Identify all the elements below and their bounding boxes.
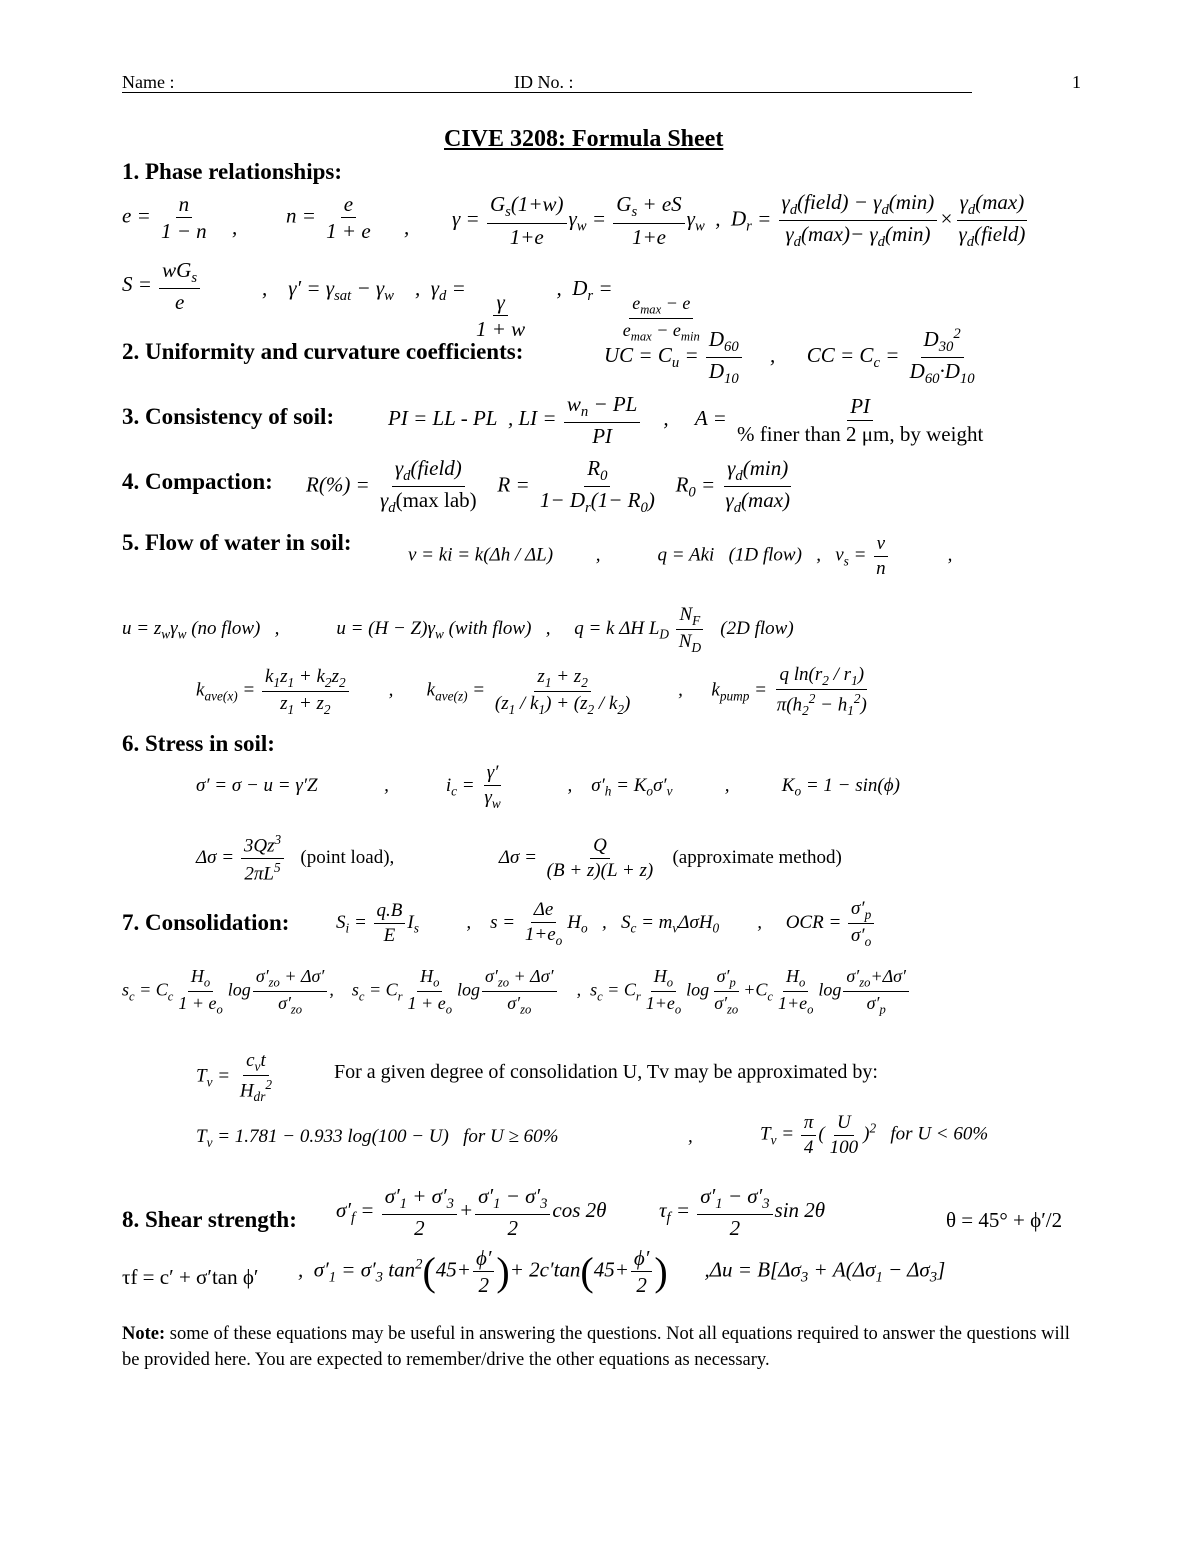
eq-darcy: v = ki = k(Δh / ΔL) , q = Aki (1D flow) , $v_s$ = $\frac{v}{n}$ , [408,533,953,579]
eq-void-ratio: e = $\frac{n}{1 - n}$ [122,192,207,244]
section-flow: 5. Flow of water in soil: [122,530,352,555]
eq-settlement: $S_i$ = $\frac{q.B}{E}$ $I_s$ , s = $\frac{\Delta e}{1+e_o}$ $H_o$ , $S_c = m_v\Delta\sigma H_0$ , OCR = $\frac{\sigma'_p}{\sigma'_o}$ [336,898,876,949]
eq-k-average: $k_{ave(x)}$ = $\frac{k_1z_1 + k_2z_2}{z_1 + z_2}$ , $k_{ave(z)}$ = $\frac{z_1 + z_2}{(z_1 / k_1) + (z_2 / k_2)}$ , $k_{pump}$ = $\frac{q \ln(r_2 / r_1)}{\pi(h_2^2 - h_1^2)}$ [196,664,867,719]
eq-relative-compaction: R(%) = $\frac{\gamma_d(field)}{\gamma_d(\max lab)}$ R = $\frac{R_0}{1- D_r(1- R_0)}$ $R_0$ = $\frac{\gamma_d(\min)}{\gamma_d(\max)}$ [306,456,791,517]
eq-plasticity: PI = LL - PL , LI = $\frac{w_n - PL}{PI}$ , A = $\frac{PI}{\text{\% finer than 2 μm, by weight}}$ [388,392,988,448]
note-label: Note: [122,1324,166,1344]
name-label: Name : [122,72,175,92]
section-consolidation: 7. Consolidation: [122,910,290,935]
point-load-label: (point load), [300,847,395,869]
eq-mohr-coulomb: τf = c′ + σ′tan ϕ′ [122,1265,259,1289]
eq-tv-approx-ge60: $T_v = 1.781 - 0.933$ log(100 − U) for U ≥ 60% [196,1126,559,1150]
eq-pore-pressure: $u = z_w\gamma_w$ (no flow) , $u = (H - Z)\gamma_w$ (with flow) , q = k ΔH $L_D$ $\frac{N_F}{N_D}$ (2D flow) [122,604,794,655]
eq-normal-stress-failure: $\sigma'_f$ = $\frac{\sigma'_1 + \sigma'_3}{2}$ + $\frac{\sigma'_1 - \sigma'_3}{2}$ cos 2θ $\tau_f$ = $\frac{\sigma'_1 - \sigma'_3}{2}$ sin 2θ [336,1184,826,1241]
eq-stress-increase: Δσ = $\frac{3Qz^3}{2\pi L^5}$ (point load), Δσ = $\frac{Q}{(B + z)(L + z)}$ (approximate method) [196,832,842,885]
note-body: some of these equations may be useful in answering the questions. Not all equations required to answer the questions will be provided here. You are expected to remember/drive the other equations as necessary. [122,1324,1070,1370]
note-paragraph [122,1321,1082,1373]
section-stress: 6. Stress in soil: [122,731,275,756]
section-compaction: 4. Compaction: [122,469,273,494]
approx-method-label: (approximate method) [672,847,842,869]
id-label: ID No. : [514,72,574,92]
eq-principal-stress: , $\sigma'_1 = \sigma'_3$ $\tan^2(45+$ $\frac{\phi'}{2}$ )+ 2c′tan(45+ $\frac{\phi'}{2}$ ) $,\Delta u = B[\Delta\sigma_3 + A(\Delta\sigma_1 - \Delta\sigma_3]$ [298,1246,946,1298]
flow-1d-label: (1D flow) [728,544,802,566]
eq-time-factor: $T_v$ = $\frac{c_vt}{H_{dr}^2}$ [196,1050,273,1105]
eq-saturation: S = $\frac{wG_s}{e}$ [122,258,202,314]
page-number: 1 [1072,72,1081,92]
section-consistency: 3. Consistency of soil: [122,404,335,429]
section-uniformity: 2. Uniformity and curvature coefficients: [122,339,524,364]
eq-uc-cc: UC = $C_u$ = $\frac{D_{60}}{D_{10}}$ , CC = $C_c$ = $\frac{D_{30}^2}{D_{60}\cdot D_{10}}$ [604,326,975,388]
section-phase-relationships: 1. Phase relationships: [122,159,343,184]
finer-than-label: % finer than 2 μm, by weight [737,421,984,446]
eq-tv-approx-lt60: $T_v$ = $\frac{\pi}{4}$ ( $\frac{U}{100}$ )$^2$ for U < 60% [760,1112,989,1158]
eq-consolidation-settlement: $s_c = C_c$ $\frac{H_o}{1 + e_o}$ log $\frac{\sigma'_{zo} + \Delta\sigma'}{\sigma'_{zo}}$ , $s_c = C_r$ $\frac{H_o}{1 + e_o}$ log $\frac{\sigma'_{zo} + \Delta\sigma'}{\sigma'_{zo}}$ , $s_c = C_r$ $\frac{H_o}{1+e_o}$ log $\frac{\sigma'_p}{\sigma'_{zo}}$ $+C_c$ $\frac{H_o}{1+e_o}$ log $\frac{\sigma'_{zo}+\Delta\sigma'}{\sigma'_p}$ [122,966,911,1017]
flow-2d-label: (2D flow) [720,617,794,639]
eq-effective-unit-weight: , $\gamma' = \gamma_{sat} - \gamma_w$ , $\gamma_d$ = $\frac{\gamma}{1 + w}$ , $D_r$ = $\frac{e_{max} - e}{e_{max} - e_{min}}$ [262,276,700,344]
page-title: CIVE 3208: Formula Sheet [444,126,724,152]
eq-effective-stress: σ′ = σ − u = γ′Z , $i_c$ = $\frac{\gamma'}{\gamma_w}$ , $\sigma'_h = K_o\sigma'_v$ , $K_o = 1 - \sin(\phi)$ [196,762,900,811]
tv-sentence: For a given degree of consolidation U, Tv may be approximated by: [334,1061,878,1083]
eq-unit-weight: γ = $\frac{G_s(1+w)}{1+e}$ $\gamma_w$ = $\frac{G_s + eS}{1+e}$ $\gamma_w$ , $D_r$ = $\frac{\gamma_d(field) - \gamma_d(\min)}{\gamma_d(\max)- \gamma_d(\min)}$ × $\frac{\gamma_d(\max)}{\gamma_d(field)}$ [452,190,1026,251]
section-shear-strength: 8. Shear strength: [122,1207,297,1232]
eq-porosity: n = $\frac{e}{1 + e}$ [286,192,371,244]
theta-relation: θ = 45° + ϕ′/2 [946,1208,1063,1232]
